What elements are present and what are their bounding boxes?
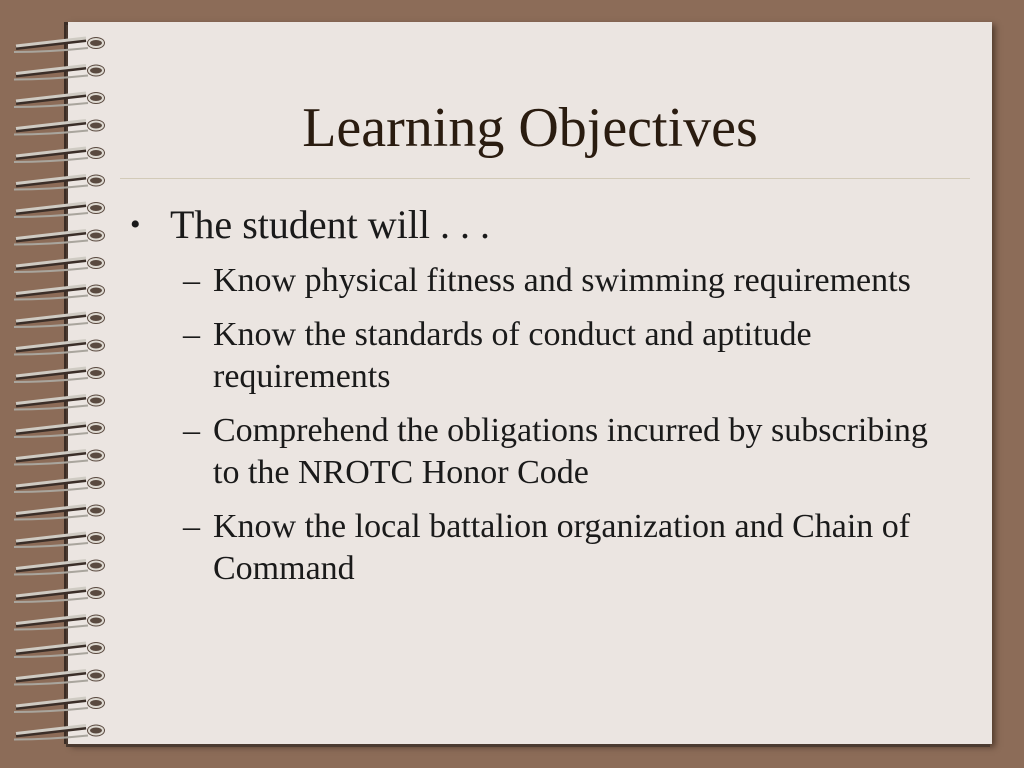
- sub-bullet-text: Know the standards of conduct and aptitude requirements: [213, 316, 812, 395]
- slide-title: Learning Objectives: [302, 97, 758, 159]
- dash-marker: –: [183, 262, 200, 299]
- bullet-item: [130, 200, 950, 250]
- spiral-coil: [14, 37, 105, 52]
- dash-marker: –: [183, 412, 200, 449]
- spiral-coil: [14, 202, 105, 217]
- sub-bullet-text: Comprehend the obligations incurred by subscribing to the NROTC Honor Code: [213, 412, 928, 491]
- spiral-coil: [14, 670, 105, 685]
- spiral-coil: [14, 312, 105, 327]
- spiral-coil: [14, 560, 105, 575]
- spiral-coil: [14, 477, 105, 492]
- sub-bullet-item: [130, 260, 933, 302]
- spiral-coil: [14, 615, 105, 630]
- spiral-coil: [14, 450, 105, 465]
- spiral-coil: [14, 587, 105, 602]
- spiral-coil: [14, 285, 105, 300]
- spiral-coil: [14, 395, 105, 410]
- sub-bullet-list: [130, 260, 950, 590]
- spiral-coil: [14, 257, 105, 272]
- sub-bullet-item: [130, 410, 933, 494]
- dash-marker: –: [183, 508, 200, 545]
- bullet-marker: •: [130, 208, 141, 241]
- spiral-coil: [14, 642, 105, 657]
- spiral-coil: [14, 175, 105, 190]
- spiral-coil: [14, 697, 105, 712]
- spiral-coil: [14, 532, 105, 547]
- dash-marker: –: [183, 316, 200, 353]
- sub-bullet-text: Know the local battalion organization and Chain of Command: [213, 508, 911, 587]
- spiral-coil: [14, 422, 105, 437]
- title-divider: [120, 178, 970, 179]
- sub-bullet-item: [130, 506, 933, 590]
- spiral-coil: [14, 505, 105, 520]
- sub-bullet-item: [130, 314, 933, 398]
- sub-bullet-text: Know physical fitness and swimming requirements: [213, 262, 911, 299]
- slide-content: [130, 200, 950, 602]
- spiral-coil: [14, 65, 105, 80]
- bullet-text: The student will . . .: [170, 202, 490, 247]
- spiral-coil: [14, 230, 105, 245]
- spiral-coil: [14, 725, 105, 740]
- spiral-coil: [14, 367, 105, 382]
- spiral-coil: [14, 340, 105, 355]
